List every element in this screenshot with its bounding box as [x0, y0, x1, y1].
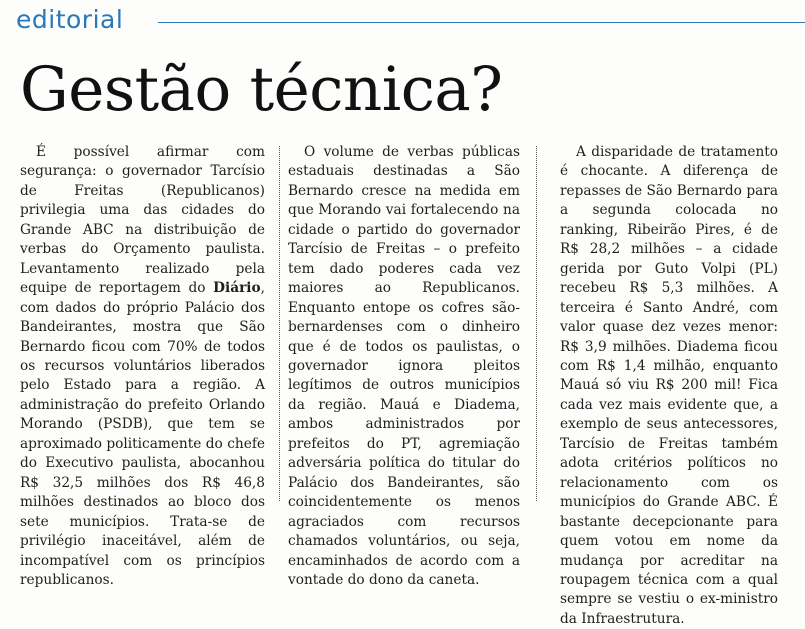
- section-rule: [158, 22, 805, 23]
- paragraph-1-end: , com dados do próprio Palácio dos Bandeirantes, mostra que São Bernardo ficou com 70% de todos os recursos voluntários liberados pelo Estado para a região. A administração do prefeito Orlando Morando (PSDB), que tem se aproximado politicamente do chefe do Executivo paulista, abocanhou R$ 32,5 milhões dos R$ 46,8 milhões destinados ao bloco dos sete municípios. Trata-se de privilégio inaceitável, além de incompatível com os princípios republicanos.: [20, 280, 265, 588]
- headline: Gestão técnica?: [20, 54, 503, 125]
- section-tag: editorial: [16, 5, 124, 34]
- paragraph-1: [20, 143, 265, 590]
- article-column-3: [560, 143, 778, 629]
- paragraph-3: A disparidade de tratamento é chocante. A diferença de repasses de São Bernardo para a segunda colocada no ranking, Ribeirão Pires, é de R$ 28,2 milhões – a cidade gerida por Guto Volpi (PL) recebeu R$ 5,3 milhões. A terceira é Santo André, com valor quase dez vezes menor: R$ 3,9 milhões. Diadema ficou com R$ 1,4 milhão, enquanto Mauá só viu R$ 200 mil! Fica cada vez mais evidente que, a exemplo de seus antecessores, Tarcísio de Freitas também adota critérios políticos no relacionamento com os municípios do Grande ABC. É bastante decepcionante para quem votou em nome da mudança por acreditar na roupagem técnica com a qual sempre se vestiu o ex-ministro da Infraestrutura.: [560, 144, 778, 627]
- column-divider-1: [279, 146, 280, 501]
- newspaper-name: Diário: [213, 280, 261, 297]
- article-column-1: [20, 143, 265, 590]
- paragraph-2: O volume de verbas públicas estaduais destinadas a São Bernardo cresce na medida em que Morando vai fortalecendo na cidade o partido do governador Tarcísio de Freitas – o prefeito tem dado poderes cada vez maiores ao Republicanos. Enquanto entope os cofres são-bernardenses com o dinheiro que é de todos os paulistas, o governador ignora pleitos legítimos de outros municípios da região. Mauá e Diadema, ambos administrados por prefeitos do PT, agremiação adversária política do titular do Palácio dos Bandeirantes, são coincidentemente os menos agraciados com recursos chamados voluntários, ou seja, encaminhados de acordo com a vontade do dono da caneta.: [288, 144, 520, 588]
- article-column-2: [288, 143, 520, 590]
- column-divider-2: [536, 146, 537, 501]
- paragraph-1-start: É possível afirmar com segurança: o governador Tarcísio de Freitas (Republicanos) privilegia uma das cidades do Grande ABC na distribuição de verbas do Orçamento paulista. Levantamento realizado pela equipe de reportagem do: [20, 144, 265, 297]
